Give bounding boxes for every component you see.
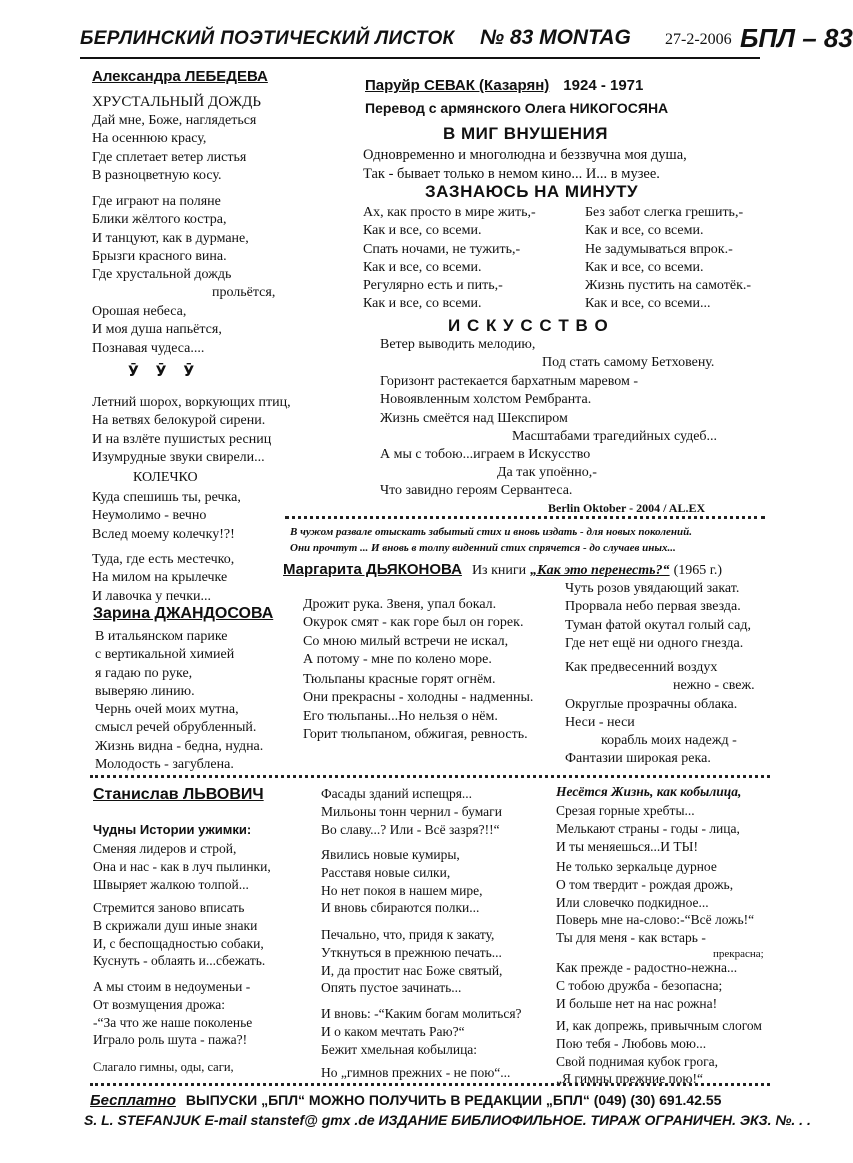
page-reference: БПЛ – 83 <box>740 23 853 53</box>
poem-title-crystal-rain: ХРУСТАЛЬНЫЙ ДОЖДЬ <box>92 94 261 110</box>
poem-title-ring: КОЛЕЧКО <box>133 470 198 485</box>
lvovich-col2-stanza-3: Печально, что, придя к закату, Уткнуться в прежнюю печать... И, да простит нас Боже святый, Опять пустое зачинать... <box>321 927 503 996</box>
author-dyakonova: Маргарита ДЬЯКОНОВА <box>283 561 462 578</box>
sevak-poem-2-right: Без забот слегка грешить,- Как и все, со всеми. Не задумываться впрок.- Как и все, со всеми. Жизнь пустить на самотёк.- Как и все, со всеми... <box>585 205 752 312</box>
art-line-6: Масштабами трагедийных судеб... <box>512 429 718 444</box>
issue-date: 27-2-2006 <box>665 31 732 48</box>
author-lvovich: Станислав ЛЬВОВИЧ <box>93 786 264 803</box>
lvovich-col1-stanza-2: Стремится заново вписать В скрижали душ иные знаки И, с беспощадностью собаки, Куснуть - облаять и...сбежать. <box>93 900 266 969</box>
sevak-poem-2-left: Ах, как просто в мире жить,- Как и все, со всеми. Спать ночами, не тужить,- Как и все, со всеми. Регулярно есть и пить,- Как и все, со всеми. <box>363 205 536 312</box>
art-line-4: Новоявленным холстом Рембранта. <box>380 392 592 407</box>
translation-credit: Перевод с армянского Олега НИКОГОСЯНА <box>365 100 669 116</box>
lvovich-col1-stanza-3: А мы стоим в недоуменьи - От возмущения дрожа: -“За что же наше поколенье Играло роль шута - пажа?! <box>93 979 253 1048</box>
sevak-poem-1: Одновременно и многолюдна и беззвучна моя душа, Так - бывает только в немом кино... И... в музее. <box>363 147 687 182</box>
lebedeva-stanza-1: Дай мне, Боже, наглядеться На осеннюю красу, Где сплетает ветер листья В разноцветную косу. <box>92 113 257 183</box>
ornament-divider: Ӯ Ӯ Ӯ <box>128 364 201 380</box>
lvovich-col2-last: Но „гимнов прежних - не пою“... <box>321 1065 511 1080</box>
from-book-label: Из книги <box>471 563 527 578</box>
author-zhandosova: Зарина ДЖАНДОСОВА <box>93 605 274 622</box>
dyakonova-header <box>283 561 722 579</box>
lvovich-col2-stanza-2: Явились новые кумиры, Расставя новые силки, Но нет покоя в нашем мире, И вновь сбираются полки... <box>321 847 483 916</box>
sevak-signature: Berlin Oktober - 2004 / AL.EX <box>548 501 706 515</box>
lebedeva-stanza-6: Туда, где есть местечко, На милом на крылечке И лавочка у печки... <box>92 552 235 604</box>
dyakonova-right-line-4: Неси - неси <box>565 715 635 730</box>
issue-number: № 83 MONTAG <box>480 26 631 49</box>
art-line-3: Горизонт растекается бархатным маревом - <box>380 374 638 389</box>
masthead <box>80 23 853 58</box>
poem-title-minute: ЗАЗНАЮСЬ НА МИНУТУ <box>425 182 639 201</box>
dyakonova-right-line-3: Округлые прозрачны облака. <box>565 697 738 712</box>
lebedeva-stanza-4: Летний шорох, воркующих птиц, На ветвях белокурой сирени. И на взлёте пушистых ресниц Изумрудные звуки свирели... <box>92 395 291 465</box>
art-line-1: Ветер выводить мелодию, <box>380 337 536 352</box>
poem-title-moment: В МИГ ВНУШЕНИЯ <box>443 124 609 143</box>
lvovich-col3-stanza-4: И, как допрежь, привычным слогом Пою тебя - Любовь мою... Свой поднимая кубок грога, „Я гимны прежние пою!“ <box>556 1018 762 1087</box>
dyakonova-right-stanza-1: Чуть розов увядающий закат. Прорвала небо первая звезда. Туман фатой окутал голый сад, Где нет ещё ни одного гнезда. <box>565 581 752 651</box>
author-lebedeva: Александра ЛЕБЕДЕВА <box>92 68 268 85</box>
lvovich-col2-stanza-4: И вновь: -“Каким богам молиться? И о каком мечтать Раю?“ Бежит хмельная кобылица: <box>321 1006 522 1057</box>
footer-free: Бесплатно <box>90 1092 176 1109</box>
lebedeva-stanza-5: Куда спешишь ты, речка, Неумолимо - вечно Вслед моему колечку!?! <box>92 490 241 542</box>
lvovich-col2-stanza-1: Фасады зданий испещря... Мильоны тонн чернил - бумаги Во славу...? Или - Всё зазря?!!“ <box>321 786 502 837</box>
editorial-note-line-2: Они прочтут ... И вновь в толпу виденний стих спрячется - до случаев иных... <box>290 542 676 554</box>
footer-contacts: ВЫПУСКИ „БПЛ“ МОЖНО ПОЛУЧИТЬ В РЕДАКЦИИ „БПЛ“ (049) (30) 691.42.55 <box>185 1092 722 1108</box>
dyakonova-right-line-1: Как предвесенний воздух <box>565 660 718 675</box>
lvovich-col3-title: Несётся Жизнь, как кобылица, <box>556 784 742 799</box>
masthead-rule <box>80 57 760 59</box>
art-line-7: А мы с тобою...играем в Искусство <box>380 447 591 462</box>
editorial-note-line-1: В чужом развале отыскать забытый стих и вновь издать - для новых поколений. <box>290 526 693 538</box>
dotted-divider-footer <box>90 1083 770 1086</box>
art-line-2: Под стать самому Бетховену. <box>542 355 715 370</box>
lvovich-col3-stanza-1: Срезая горные хребты... Мелькают страны - годы - лица, И ты меняешься...И ТЫ! <box>556 803 740 854</box>
dyakonova-left-stanza-1: Дрожит рука. Звеня, упал бокал. Окурок смят - как горе был он горек. Со мною милый встречи не искал, А потому - мне по колено море. <box>303 597 524 667</box>
lvovich-col3-stanza-3: Как прежде - радостно-нежна... С тобою дружба - безопасна; И больше нет на нас рожна! <box>556 960 738 1011</box>
dyakonova-left-stanza-2: Тюльпаны красные горят огнём. Они прекрасны - холодны - надменны. Его тюльпаны...Но нельзя о нём. Горит тюльпаном, обжигая, ревность. <box>303 672 534 742</box>
sevak-years: 1924 - 1971 <box>563 77 644 94</box>
author-sevak: Паруйр СЕВАК (Казарян) <box>365 77 550 94</box>
dyakonova-right-line-6: Фантазии широкая река. <box>565 751 711 766</box>
dotted-divider <box>285 516 765 519</box>
poem-title-art: И С К У С С Т В О <box>448 316 609 335</box>
zhandosova-poem: В итальянском парике с вертикальной химией я гадаю по руке, выверяю линию. Чернь очей моих мутна, смысл речей обрубленный. Жизнь видна - бедна, нудна. Молодость - загублена. <box>95 629 264 773</box>
art-line-8: Да так упоённо,- <box>497 465 597 480</box>
art-line-9: Что завидно героям Сервантеса. <box>380 483 573 498</box>
lebedeva-stanza-2: Где играют на поляне Блики жёлтого костра, И танцуют, как в дурмане, Брызги красного вина. Где хрустальной дождь <box>92 194 249 283</box>
lebedeva-stanza-3: Орошая небеса, И моя душа напьётся, Познавая чудеса.... <box>92 304 222 356</box>
lvovich-col1-stanza-1: Сменяя лидеров и строй, Она и нас - как в луч пылинки, Швыряет жалкою толпой... <box>93 841 271 892</box>
masthead-title: БЕРЛИНСКИЙ ПОЭТИЧЕСКИЙ ЛИСТОК <box>80 28 455 49</box>
sevak-header <box>365 77 643 95</box>
lvovich-col3-indent: прекрасна; <box>713 948 764 960</box>
footer-line-2: S. L. STEFANJUK E-mail stanstef@ gmx .de ИЗДАНИЕ БИБЛИОФИЛЬНОЕ. ТИРАЖ ОГРАНИЧЕН. ЭКЗ. №. . . <box>84 1112 811 1128</box>
dyakonova-right-line-2: нежно - свеж. <box>673 678 755 693</box>
lvovich-col1-last: Слагало гимны, оды, саги, <box>93 1060 234 1074</box>
dyakonova-right-line-5: корабль моих надежд - <box>601 733 737 748</box>
lebedeva-indent-line: прольётся, <box>212 285 276 300</box>
lvovich-col3-stanza-2: Не только зеркальце дурное О том твердит - рождая дрожь, Или словечко подкидное... Поверь мне на-слово:-“Всё ложь!“ Ты для меня - как встарь - <box>556 859 755 946</box>
footer-line-1 <box>90 1092 721 1110</box>
dotted-divider-lvovich <box>90 775 770 778</box>
lvovich-poem-title: Чудны Истории ужимки: <box>93 822 252 837</box>
book-year: (1965 г.) <box>673 563 723 578</box>
book-title: „Как это перенесть?“ <box>530 563 670 578</box>
art-line-5: Жизнь смеётся над Шекспиром <box>380 411 568 426</box>
